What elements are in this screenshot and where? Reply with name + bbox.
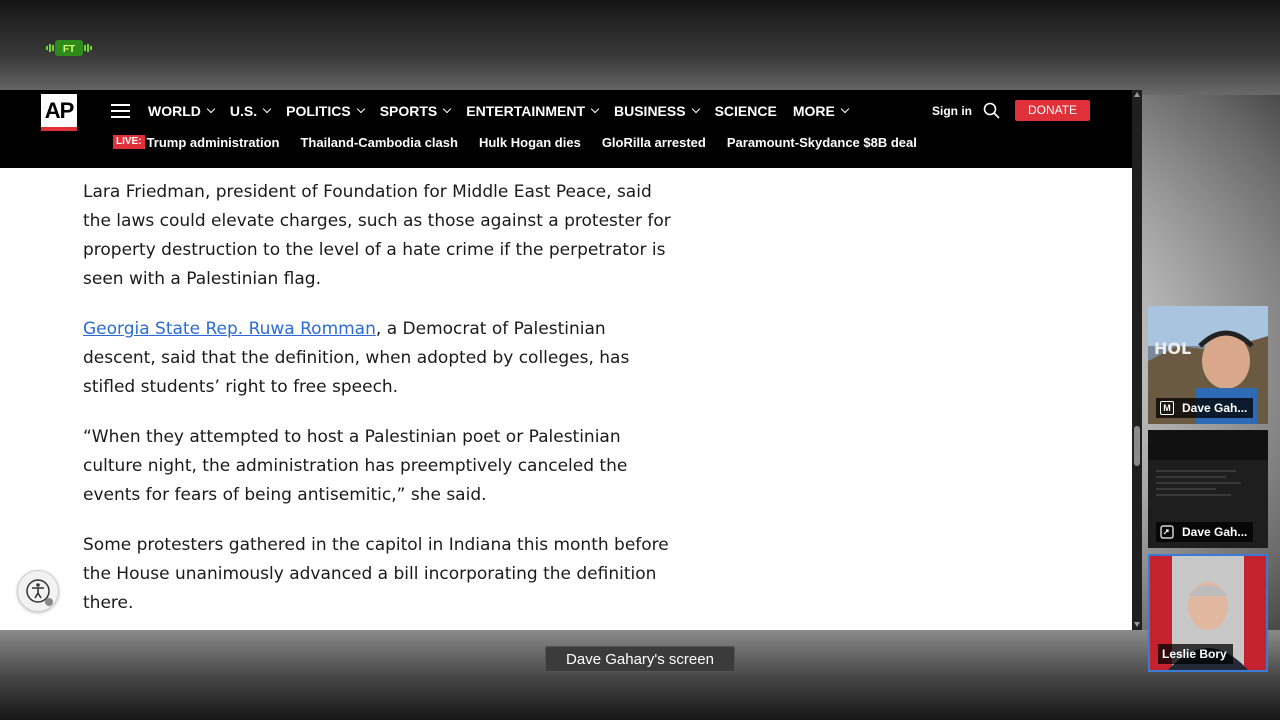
participant-name-tag	[1156, 398, 1253, 418]
accessibility-icon	[24, 577, 54, 607]
screen-share-icon	[1160, 525, 1174, 539]
trending-link[interactable]: Paramount-Skydance $8B deal	[726, 134, 917, 150]
donate-button[interactable]: DONATE	[1015, 100, 1090, 121]
participant-tile[interactable]	[1148, 306, 1268, 424]
participant-name: Dave Gah...	[1182, 401, 1248, 415]
nav-science[interactable]: SCIENCE	[714, 103, 777, 119]
ap-header	[0, 90, 1132, 168]
paragraph	[83, 315, 683, 402]
participant-tile[interactable]	[1148, 430, 1268, 548]
paragraph: Some protesters gathered in the capitol in Indiana this month before the House unanimously advanced a bill incorporating the definition there.	[83, 535, 669, 613]
scroll-thumb[interactable]	[1134, 426, 1140, 466]
nav-sports[interactable]: SPORTS	[380, 103, 451, 119]
ap-logo[interactable]: AP	[41, 94, 77, 131]
participant-name: Leslie Bory	[1162, 647, 1227, 661]
main-nav	[148, 101, 864, 121]
trending-bar	[113, 133, 938, 151]
nav-politics[interactable]: POLITICS	[286, 103, 364, 119]
nav-more[interactable]: MORE	[793, 103, 848, 119]
trending-link[interactable]: Thailand-Cambodia clash	[300, 134, 458, 150]
chevron-down-icon	[691, 105, 699, 113]
chevron-down-icon	[443, 105, 451, 113]
paragraph: Lara Friedman, president of Foundation for Middle East Peace, said the laws could elevate charges, such as those against a protester for property destruction to the level of a hate crime if the perpetrator is seen with a Palestinian flag.	[83, 182, 671, 289]
host-icon: M	[1160, 401, 1174, 415]
search-icon[interactable]	[983, 102, 1000, 119]
chevron-down-icon	[263, 105, 271, 113]
article-body	[83, 178, 683, 630]
svg-text:HOL: HOL	[1154, 339, 1192, 358]
trending-link[interactable]: Hulk Hogan dies	[478, 134, 581, 150]
accessibility-button[interactable]	[17, 570, 59, 612]
menu-icon[interactable]	[111, 104, 130, 118]
chevron-down-icon	[356, 105, 364, 113]
scrollbar[interactable]	[1132, 90, 1142, 630]
paragraph: “When they attempted to host a Palestinian poet or Palestinian culture night, the administration has preemptively canceled the events for fears of being antisemitic,” she said.	[83, 427, 628, 505]
scroll-up-icon[interactable]	[1134, 92, 1140, 97]
svg-text:FT: FT	[62, 44, 76, 55]
screen-share-caption: Dave Gahary's screen	[545, 646, 735, 672]
nav-us[interactable]: U.S.	[230, 103, 270, 119]
participant-name-tag	[1156, 522, 1253, 542]
shared-browser-window	[0, 90, 1142, 630]
paragraph-text: , a Democrat of Palestinian descent, said that the definition, when adopted by colleges, has stifled students’ right to free speech.	[83, 319, 630, 397]
participant-name: Dave Gah...	[1182, 525, 1248, 539]
live-badge: LIVE:	[113, 135, 145, 149]
participant-name-tag	[1158, 644, 1233, 664]
chevron-down-icon	[841, 105, 849, 113]
nav-business[interactable]: BUSINESS	[614, 103, 699, 119]
nav-world[interactable]: WORLD	[148, 103, 214, 119]
nav-entertainment[interactable]: ENTERTAINMENT	[466, 103, 598, 119]
chevron-down-icon	[591, 105, 599, 113]
sign-in-link[interactable]: Sign in	[932, 104, 972, 118]
trending-link[interactable]: GloRilla arrested	[601, 134, 706, 150]
bottom-background	[0, 630, 1280, 720]
channel-logo-icon	[46, 38, 92, 58]
scroll-down-icon[interactable]	[1134, 622, 1140, 627]
participant-tile-active[interactable]	[1148, 554, 1268, 672]
chevron-down-icon	[207, 105, 215, 113]
article-link[interactable]: Georgia State Rep. Ruwa Romman	[83, 319, 376, 339]
trending-link[interactable]: Trump administration	[146, 134, 280, 150]
top-background	[0, 0, 1280, 95]
